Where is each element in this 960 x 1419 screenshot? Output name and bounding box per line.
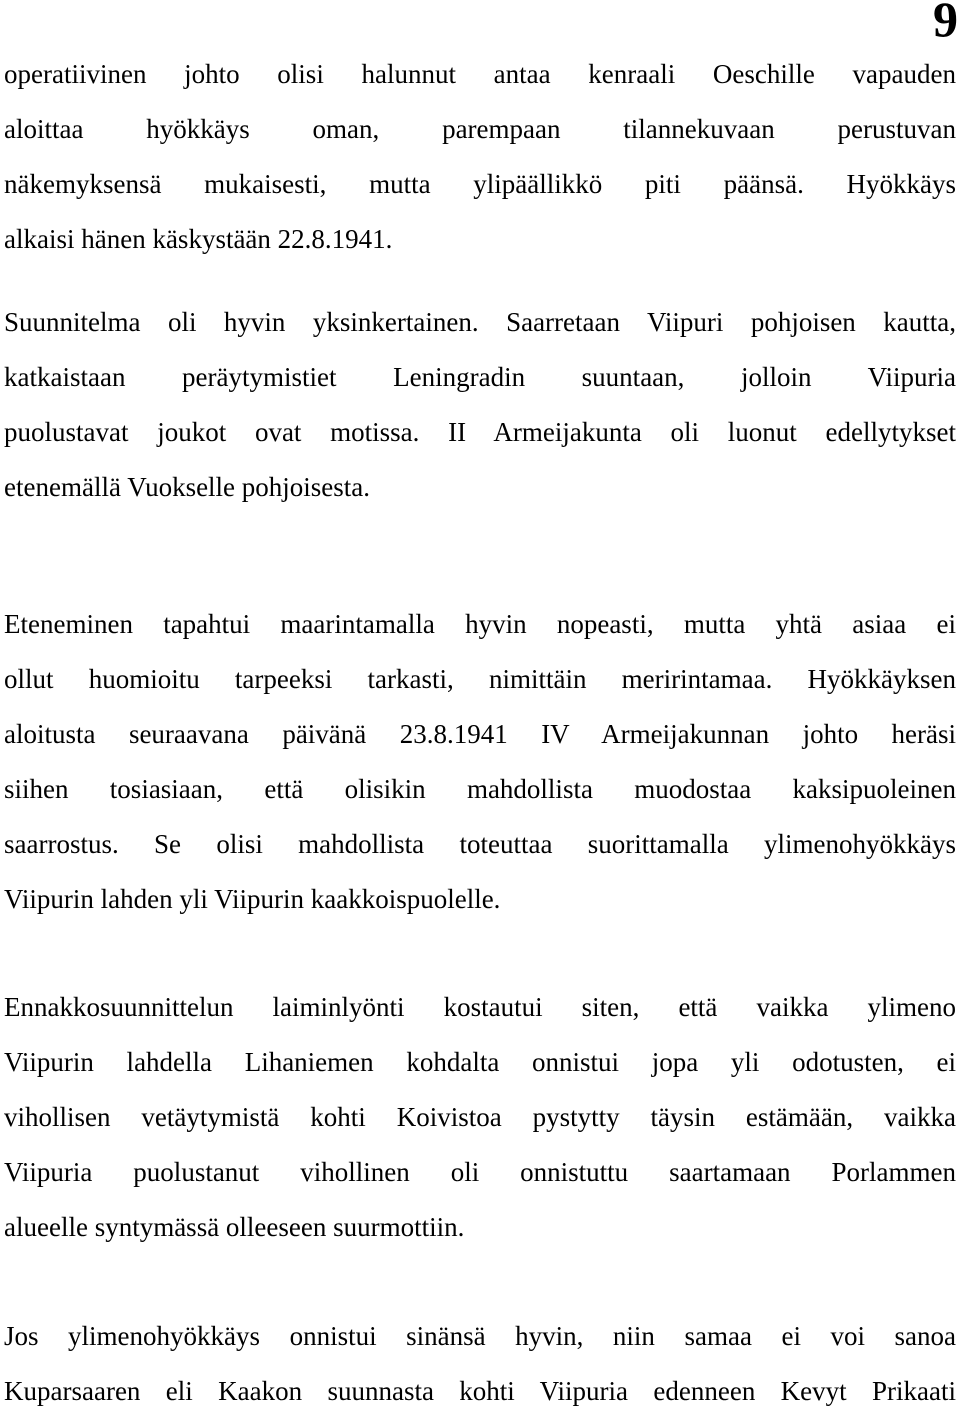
paragraph xyxy=(4,980,956,1255)
text-line: aloitusta seuraavana päivänä 23.8.1941 IV Armeijakunnan johto heräsi xyxy=(4,719,956,749)
text-line: Eteneminen tapahtui maarintamalla hyvin nopeasti, mutta yhtä asiaa ei xyxy=(4,609,956,639)
text-line: näkemyksensä mukaisesti, mutta ylipäällikkö piti päänsä. Hyökkäys xyxy=(4,169,956,199)
text-line: ollut huomioitu tarpeeksi tarkasti, nimittäin meririntamaa. Hyökkäyksen xyxy=(4,664,956,694)
text-line: saarrostus. Se olisi mahdollista toteuttaa suorittamalla ylimenohyökkäys xyxy=(4,829,956,859)
paragraph xyxy=(4,1309,956,1419)
text-line: Kuparsaaren eli Kaakon suunnasta kohti Viipuria edenneen Kevyt Prikaati xyxy=(4,1376,956,1406)
text-line: alueelle syntymässä olleeseen suurmottiin. xyxy=(4,1212,465,1242)
text-line: etenemällä Vuokselle pohjoisesta. xyxy=(4,472,371,502)
text-line: alkaisi hänen käskystään 22.8.1941. xyxy=(4,224,393,254)
text-line: Jos ylimenohyökkäys onnistui sinänsä hyvin, niin samaa ei voi sanoa xyxy=(4,1321,956,1351)
text-line: Viipurin lahdella Lihaniemen kohdalta onnistui jopa yli odotusten, ei xyxy=(4,1047,956,1077)
text-line: aloittaa hyökkäys oman, parempaan tilannekuvaan perustuvan xyxy=(4,114,956,144)
text-line: siihen tosiasiaan, että olisikin mahdollista muodostaa kaksipuoleinen xyxy=(4,774,956,804)
paragraph xyxy=(4,295,956,515)
text-line: Viipuria puolustanut vihollinen oli onnistuttu saartamaan Porlammen xyxy=(4,1157,956,1187)
text-line: katkaistaan peräytymistiet Leningradin suuntaan, jolloin Viipuria xyxy=(4,362,956,392)
text-line: puolustavat joukot ovat motissa. II Armeijakunta oli luonut edellytykset xyxy=(4,417,956,447)
paragraph xyxy=(4,597,956,927)
paragraph xyxy=(4,47,956,267)
text-line: Suunnitelma oli hyvin yksinkertainen. Saarretaan Viipuri pohjoisen kautta, xyxy=(4,307,956,337)
text-line: Viipurin lahden yli Viipurin kaakkoispuolelle. xyxy=(4,884,501,914)
text-line: vihollisen vetäytymistä kohti Koivistoa pystytty täysin estämään, vaikka xyxy=(4,1102,956,1132)
page-number: 9 xyxy=(933,0,958,47)
text-line: Ennakkosuunnittelun laiminlyönti kostautui siten, että vaikka ylimeno xyxy=(4,992,956,1022)
text-line: operatiivinen johto olisi halunnut antaa kenraali Oeschille vapauden xyxy=(4,59,956,89)
